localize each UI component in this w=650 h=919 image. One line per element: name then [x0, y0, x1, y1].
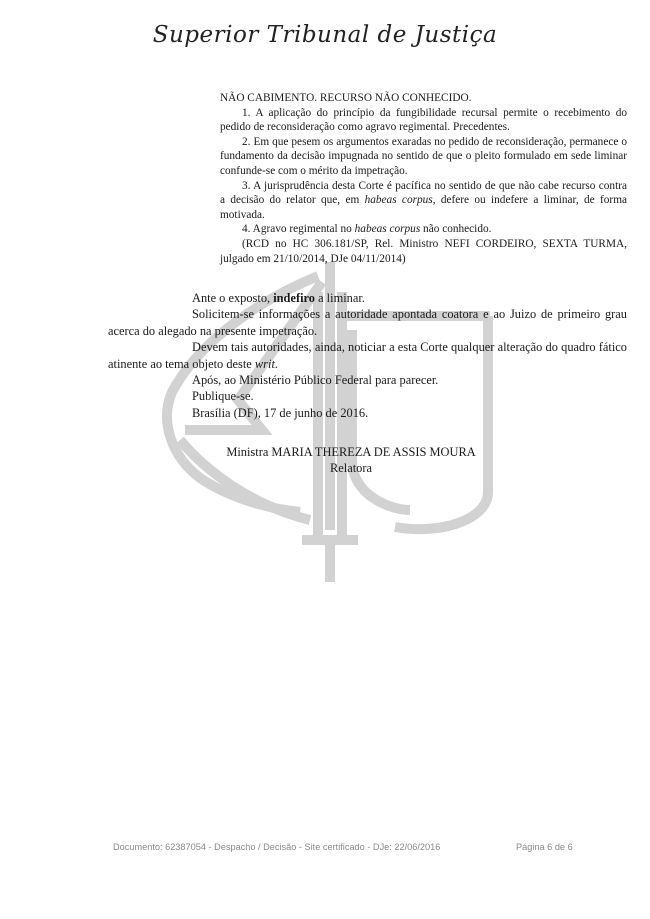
precedent-heading: NÃO CABIMENTO. RECURSO NÃO CONHECIDO.	[220, 92, 472, 104]
precedent-item-3	[220, 179, 627, 223]
decision-text-end: a liminar.	[314, 291, 365, 305]
decision-date: Brasília (DF), 17 de junho de 2016.	[192, 405, 369, 420]
precedent-item-3-text-end: , defere ou indefere a liminar, de forma motivada.	[220, 194, 627, 221]
court-name-header: Superior Tribunal de Justiça	[152, 22, 498, 48]
habeas-corpus-italic: habeas corpus	[364, 194, 433, 207]
footer-page-number: Página 6 de 6	[516, 842, 573, 852]
signatory-role: Relatora	[330, 461, 372, 475]
footer-document-info: Documento: 62387054 - Despacho / Decisão - Site certificado - DJe: 22/06/2016	[113, 842, 441, 852]
precedent-item-3-text: 3. A jurisprudência desta Corte é pacífica no sentido de que não cabe recurso contra a decisão do relator que, em	[220, 179, 627, 207]
habeas-corpus-italic: habeas corpus	[354, 223, 421, 236]
decision-paragraph-5: Publique-se.	[192, 389, 254, 404]
decision-paragraph-2: Solicitem-se informações a autoridade apontada coatora e ao Juizo de primeiro grau acerca do alegado na presente impetração.	[108, 307, 627, 338]
precedent-citation: (RCD no HC 306.181/SP, Rel. Ministro NEFI CORDEIRO, SEXTA TURMA, julgado em 21/10/2014, DJe 04/11/2014)	[220, 237, 627, 265]
decision-text: Ante o exposto,	[192, 291, 274, 305]
decision-text: Devem tais autoridades, ainda, noticiar a esta Corte qualquer alteração do quadro fático atinente ao tema objeto deste	[108, 340, 627, 371]
decision-body	[108, 290, 627, 421]
precedent-item-4	[220, 222, 627, 237]
decision-paragraph-4: Após, ao Ministério Público Federal para parecer.	[192, 373, 439, 388]
precedent-item-2: 2. Em que pesem os argumentos exaradas no pedido de reconsideração, permanece o fundamento da decisão impugnada no sentido de que o pleito formulado em sede liminar confunde-se com o mérito da impetração.	[220, 135, 627, 177]
decision-verdict-bold: indefiro	[273, 291, 315, 305]
cited-precedent-block	[220, 91, 627, 266]
precedent-item-4-text-end: não conhecido.	[420, 223, 492, 236]
writ-italic: writ	[254, 356, 275, 371]
decision-paragraph-3	[108, 339, 627, 372]
decision-text-end: .	[274, 356, 279, 371]
precedent-item-1: 1. A aplicação do princípio da fungibilidade recursal permite o recebimento do pedido de reconsideração como agravo regimental. Precedentes.	[220, 106, 627, 134]
signatory-name: Ministra MARIA THEREZA DE ASSIS MOURA	[226, 445, 476, 459]
precedent-item-4-text: 4. Agravo regimental no	[242, 223, 355, 236]
signature-block	[0, 444, 650, 476]
decision-paragraph-1	[108, 290, 627, 306]
